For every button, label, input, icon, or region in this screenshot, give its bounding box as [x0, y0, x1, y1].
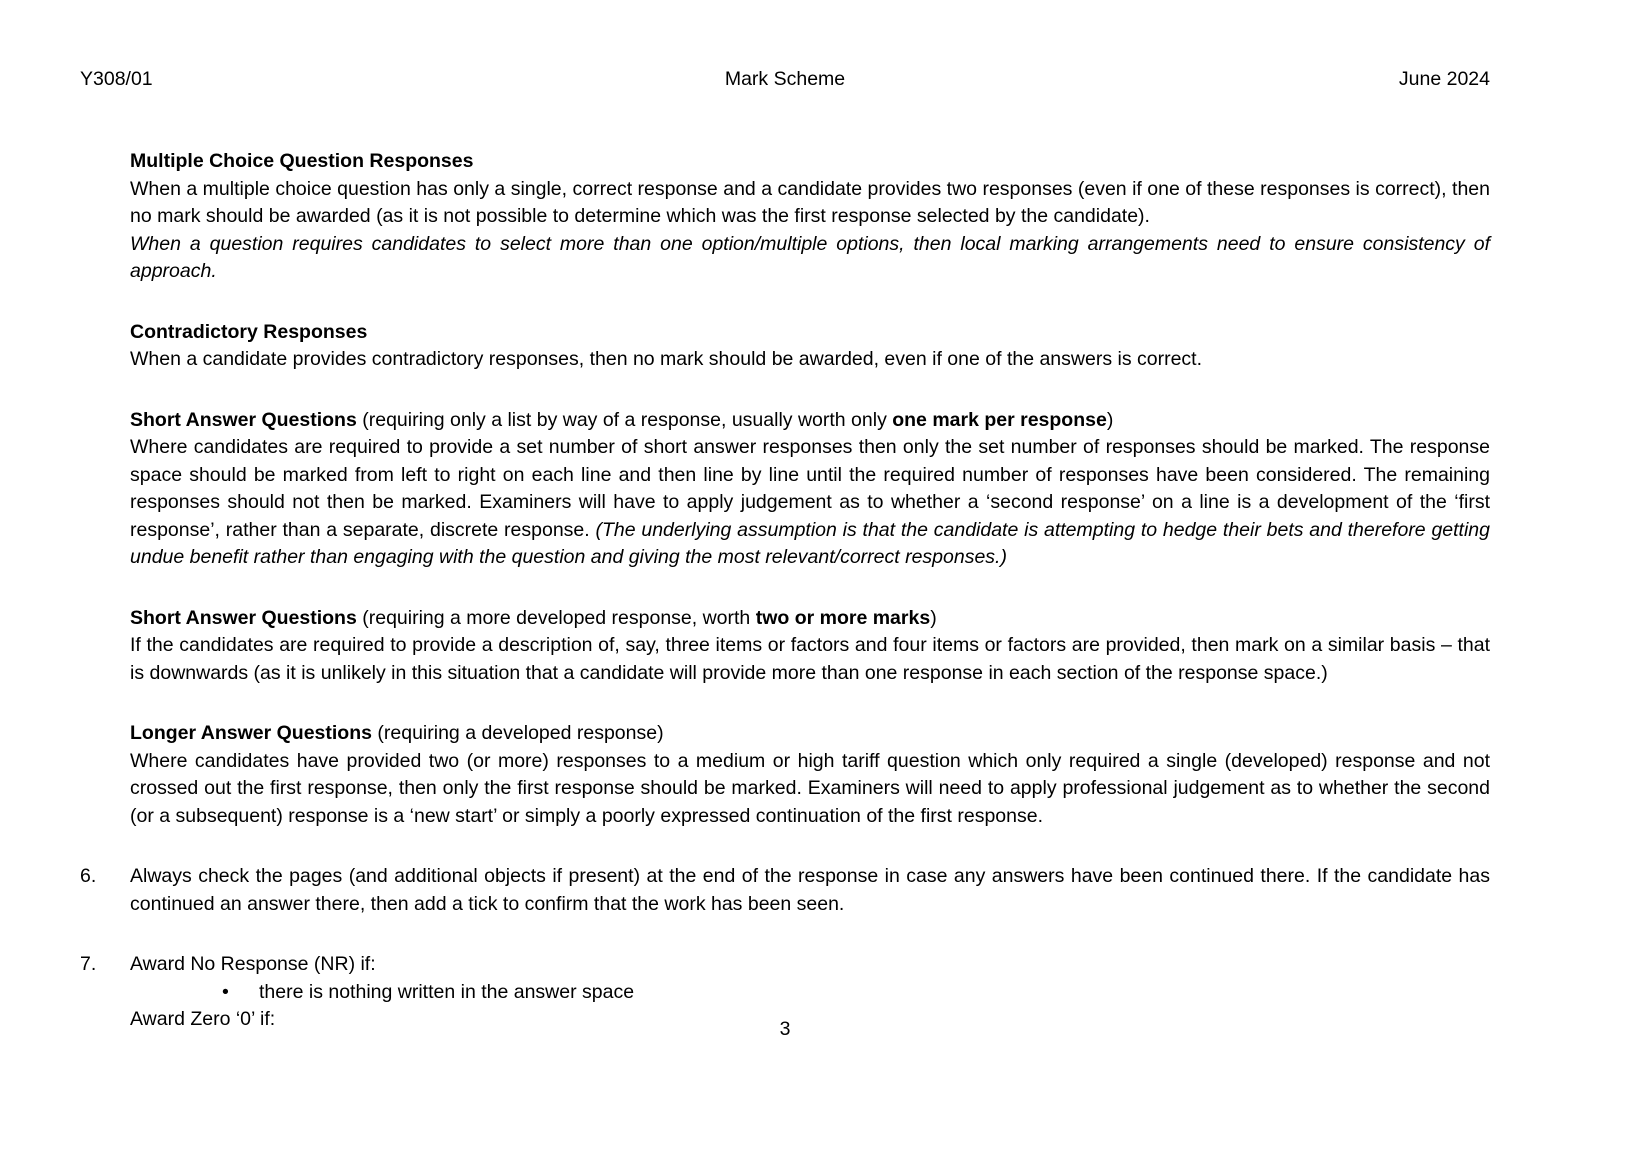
section-paragraph: When a candidate provides contradictory responses, then no mark should be awarded, even if one of the answers is correct.	[130, 348, 1203, 370]
section-contradictory	[130, 319, 1490, 374]
heading-normal-part: )	[930, 606, 937, 629]
item-number: 7.	[80, 953, 97, 975]
heading-normal-part: (requiring only a list by way of a response, usually worth only	[356, 408, 893, 431]
section-heading	[130, 720, 1490, 748]
heading-normal-part: (requiring a more developed response, worth	[356, 606, 756, 629]
page-header	[80, 66, 1490, 94]
header-session-date: June 2024	[1398, 68, 1490, 90]
document-body	[80, 148, 1490, 1067]
section-paragraph-italic: When a question requires candidates to select more than one option/multiple options, then local marking arrangements need to ensure consistency of approach.	[130, 232, 1490, 282]
heading-bold-part: Longer Answer Questions	[130, 722, 372, 744]
heading-bold-part: two or more marks	[755, 606, 931, 629]
section-heading	[130, 407, 1490, 435]
heading-bold-part: one mark per response	[892, 408, 1107, 431]
section-longer-answer	[130, 720, 1490, 830]
heading-bold-part: Short Answer Questions	[130, 606, 357, 629]
item-body	[130, 863, 1490, 918]
numbered-item-6	[80, 863, 1490, 918]
heading-normal-part: (requiring a developed response)	[371, 722, 664, 744]
header-exam-code: Y308/01	[80, 68, 153, 90]
item-followup-paragraph: Award Zero ‘0’ if:	[130, 1008, 276, 1030]
section-paragraph: Where candidates have provided two (or more) responses to a medium or high tariff question which only required a single (developed) response and not crossed out the first response, then only the first response should be marked. Examiners will need to apply professional judgement as to whether the second (or a subsequent) response is a ‘new start’ or simply a poorly expressed continuation of the first response.	[130, 749, 1490, 827]
item-paragraph: Award No Response (NR) if:	[130, 953, 376, 975]
section-short-answer-developed	[130, 605, 1490, 688]
section-heading	[130, 605, 1490, 633]
section-heading: Contradictory Responses	[130, 320, 368, 343]
section-paragraph	[130, 434, 1490, 572]
section-paragraph: If the candidates are required to provide a description of, say, three items or factors and four items or factors are provided, then mark on a similar basis – that is downwards (as it is unlikely in this situation that a candidate will provide more than one response in each section of the response space.)	[130, 634, 1490, 684]
paragraph-normal-part: Where candidates are required to provide a set number of short answer responses then only the set number of responses should be marked. The response space should be marked from left to right on each line and then line by line until the required number of responses have been considered. The remaining responses should not then be marked. Examiners will have to apply judgement as to whether a ‘second response’ on a line is a development of the ‘first response’, rather than a separate, discrete response.	[130, 436, 1490, 541]
header-document-title: Mark Scheme	[724, 68, 846, 90]
section-paragraph: When a multiple choice question has only a single, correct response and a candidate provides two responses (even if one of these responses is correct), then no mark should be awarded (as it is not possible to determine which was the first response selected by the candidate).	[130, 177, 1490, 227]
bullet-marker: •	[222, 980, 229, 1003]
section-multiple-choice	[130, 148, 1490, 286]
item-paragraph: Always check the pages (and additional objects if present) at the end of the response in case any answers have been continued there. If the candidate has continued an answer there, then add a tick to confirm that the work has been seen.	[130, 865, 1490, 915]
section-heading: Multiple Choice Question Responses	[130, 150, 474, 172]
heading-normal-part: )	[1106, 408, 1114, 431]
bullet-list-item	[130, 979, 1490, 1007]
paragraph-italic-part: (The underlying assumption is that the candidate is attempting to hedge their bets and therefore getting undue benefit rather than engaging with the question and giving the most relevant/correct responses.)	[130, 518, 1490, 568]
heading-bold-part: Short Answer Questions	[130, 408, 357, 431]
page-number: 3	[779, 1018, 791, 1040]
section-short-answer-list	[130, 407, 1490, 572]
bullet-text: there is nothing written in the answer space	[259, 980, 635, 1003]
item-number: 6.	[80, 865, 97, 887]
